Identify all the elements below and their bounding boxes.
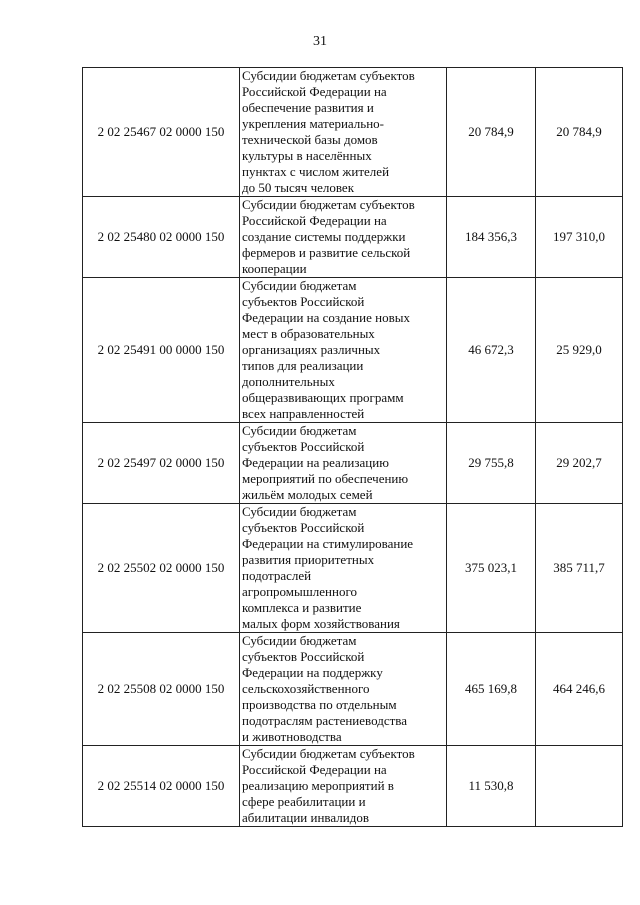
description-line: Субсидии бюджетам субъектов <box>242 197 415 212</box>
budget-code-cell: 2 02 25480 02 0000 150 <box>83 197 240 278</box>
budget-code-cell: 2 02 25497 02 0000 150 <box>83 423 240 504</box>
description-line: малых форм хозяйствования <box>242 616 400 631</box>
budget-code-cell: 2 02 25467 02 0000 150 <box>83 68 240 197</box>
description-line: фермеров и развитие сельской <box>242 245 411 260</box>
table-row <box>83 68 623 197</box>
table-row <box>83 423 623 504</box>
description-line: кооперации <box>242 261 307 276</box>
description-line: до 50 тысяч человек <box>242 180 355 195</box>
description-cell <box>240 278 447 423</box>
description-line: Российской Федерации на <box>242 213 387 228</box>
description-line: мест в образовательных <box>242 326 375 341</box>
description-line: организациях различных <box>242 342 381 357</box>
description-line: общеразвивающих программ <box>242 390 404 405</box>
table-row <box>83 746 623 827</box>
amount-cell-1: 29 755,8 <box>447 423 536 504</box>
description-line: создание системы поддержки <box>242 229 406 244</box>
description-line: Субсидии бюджетам <box>242 278 357 293</box>
description-line: Субсидии бюджетам <box>242 633 357 648</box>
description-line: Субсидии бюджетам субъектов <box>242 746 415 761</box>
amount-cell-1: 465 169,8 <box>447 633 536 746</box>
description-line: Субсидии бюджетам <box>242 504 357 519</box>
description-line: укрепления материально- <box>242 116 385 131</box>
description-line: Федерации на реализацию <box>242 455 389 470</box>
amount-cell-1: 11 530,8 <box>447 746 536 827</box>
amount-cell-1: 20 784,9 <box>447 68 536 197</box>
budget-table <box>82 67 623 827</box>
description-line: абилитации инвалидов <box>242 810 369 825</box>
description-line: дополнительных <box>242 374 335 389</box>
budget-table-body <box>83 68 623 827</box>
description-line: подотраслей <box>242 568 312 583</box>
description-line: пунктах с числом жителей <box>242 164 390 179</box>
amount-cell-1: 184 356,3 <box>447 197 536 278</box>
description-line: сфере реабилитации и <box>242 794 366 809</box>
description-line: Субсидии бюджетам <box>242 423 357 438</box>
budget-code-cell: 2 02 25502 02 0000 150 <box>83 504 240 633</box>
amount-cell-2: 20 784,9 <box>536 68 623 197</box>
description-line: мероприятий по обеспечению <box>242 471 409 486</box>
description-cell <box>240 633 447 746</box>
budget-code-cell: 2 02 25491 00 0000 150 <box>83 278 240 423</box>
description-line: реализацию мероприятий в <box>242 778 394 793</box>
table-row <box>83 633 623 746</box>
budget-code-cell: 2 02 25514 02 0000 150 <box>83 746 240 827</box>
amount-cell-2: 29 202,7 <box>536 423 623 504</box>
amount-cell-2: 464 246,6 <box>536 633 623 746</box>
description-line: производства по отдельным <box>242 697 397 712</box>
description-line: Субсидии бюджетам субъектов <box>242 68 415 83</box>
description-cell <box>240 197 447 278</box>
budget-code-cell: 2 02 25508 02 0000 150 <box>83 633 240 746</box>
description-line: всех направленностей <box>242 406 365 421</box>
description-line: и животноводства <box>242 729 342 744</box>
amount-cell-2: 197 310,0 <box>536 197 623 278</box>
description-line: Федерации на создание новых <box>242 310 410 325</box>
description-line: технической базы домов <box>242 132 378 147</box>
description-line: культуры в населённых <box>242 148 372 163</box>
description-cell <box>240 423 447 504</box>
table-row <box>83 504 623 633</box>
table-row <box>83 197 623 278</box>
description-line: жильём молодых семей <box>242 487 373 502</box>
amount-cell-1: 375 023,1 <box>447 504 536 633</box>
description-cell <box>240 746 447 827</box>
description-line: Федерации на стимулирование <box>242 536 414 551</box>
description-cell <box>240 68 447 197</box>
description-line: субъектов Российской <box>242 520 365 535</box>
description-line: обеспечение развития и <box>242 100 374 115</box>
amount-cell-2: 25 929,0 <box>536 278 623 423</box>
page-number: 31 <box>313 34 327 49</box>
amount-cell-2: 385 711,7 <box>536 504 623 633</box>
description-line: субъектов Российской <box>242 649 365 664</box>
amount-cell-1: 46 672,3 <box>447 278 536 423</box>
description-line: Российской Федерации на <box>242 84 387 99</box>
description-line: развития приоритетных <box>242 552 375 567</box>
description-line: субъектов Российской <box>242 294 365 309</box>
table-row <box>83 278 623 423</box>
description-cell <box>240 504 447 633</box>
description-line: Федерации на поддержку <box>242 665 383 680</box>
description-line: субъектов Российской <box>242 439 365 454</box>
amount-cell-2 <box>536 746 623 827</box>
description-line: сельскохозяйственного <box>242 681 370 696</box>
description-line: подотраслям растениеводства <box>242 713 408 728</box>
description-line: комплекса и развитие <box>242 600 362 615</box>
description-line: типов для реализации <box>242 358 364 373</box>
description-line: агропромышленного <box>242 584 357 599</box>
description-line: Российской Федерации на <box>242 762 387 777</box>
